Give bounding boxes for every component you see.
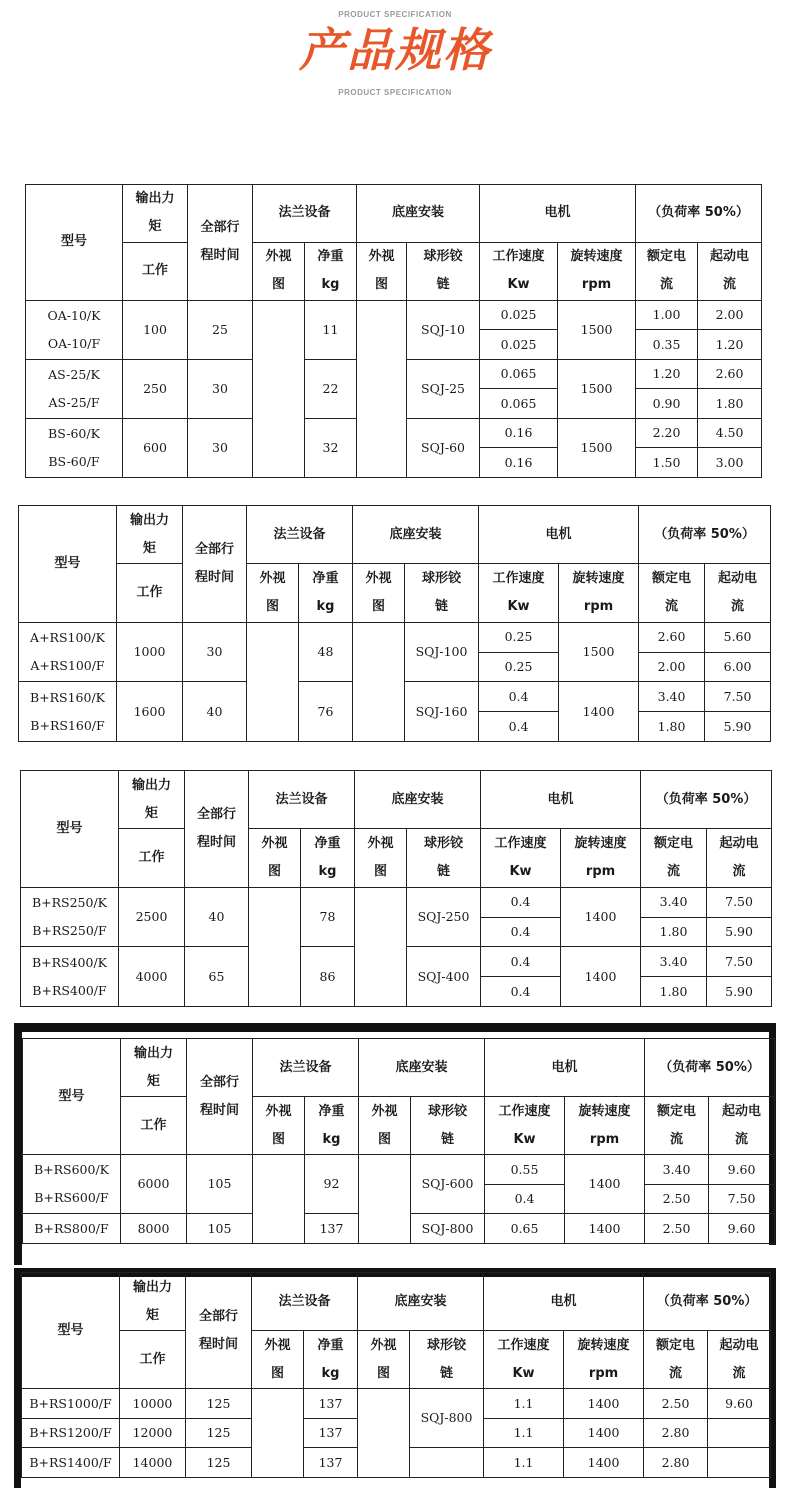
torque-header: 输出力 矩 bbox=[123, 185, 188, 243]
work-speed-header: 工作速度 Kw bbox=[480, 242, 558, 300]
base-view-cell bbox=[358, 1389, 410, 1478]
model-cell: B+RS1200/F bbox=[22, 1418, 120, 1448]
frame-bar bbox=[14, 1268, 21, 1488]
load-rate-header: （负荷率 50%） bbox=[636, 185, 762, 243]
time-cell: 65 bbox=[185, 947, 249, 1007]
rated-current-header: 额定电 流 bbox=[639, 564, 705, 622]
rated-current-header: 额定电 流 bbox=[644, 1331, 708, 1389]
rated-cell: 2.50 bbox=[645, 1214, 709, 1244]
start-cell: 4.50 bbox=[698, 418, 762, 448]
torque-cell: 14000 bbox=[120, 1448, 186, 1478]
hinge-cell: SQJ-800 bbox=[411, 1214, 485, 1244]
hinge-cell: SQJ-250 bbox=[407, 887, 481, 947]
rated-cell: 2.80 bbox=[644, 1448, 708, 1478]
weight-cell: 11 bbox=[305, 300, 357, 359]
base-view-header: 外视 图 bbox=[359, 1097, 411, 1155]
torque-header: 输出力 矩 bbox=[119, 771, 185, 829]
starting-current-header: 起动电 流 bbox=[707, 829, 772, 887]
rated-cell: 3.40 bbox=[645, 1155, 709, 1185]
start-cell: 5.90 bbox=[707, 977, 772, 1007]
start-cell: 2.00 bbox=[698, 300, 762, 330]
start-cell: 9.60 bbox=[708, 1389, 771, 1419]
weight-cell: 137 bbox=[305, 1214, 359, 1244]
weight-cell: 92 bbox=[305, 1155, 359, 1214]
net-weight-header: 净重 kg bbox=[304, 1331, 358, 1389]
model-cell: B+RS800/F bbox=[23, 1214, 121, 1244]
kw-cell: 0.25 bbox=[479, 622, 559, 652]
net-weight-header: 净重 kg bbox=[305, 242, 357, 300]
hinge-cell: SQJ-10 bbox=[407, 300, 480, 359]
work-speed-header: 工作速度 Kw bbox=[479, 564, 559, 622]
model-header: 型号 bbox=[19, 506, 117, 623]
flange-view-header: 外视 图 bbox=[253, 242, 305, 300]
start-cell: 3.00 bbox=[698, 448, 762, 478]
frame-bar bbox=[14, 1023, 776, 1032]
starting-current-header: 起动电 流 bbox=[709, 1097, 775, 1155]
start-cell: 7.50 bbox=[707, 887, 772, 917]
kw-cell: 0.55 bbox=[485, 1155, 565, 1185]
table-row bbox=[23, 1155, 775, 1185]
torque-cell: 2500 bbox=[119, 887, 185, 947]
weight-cell: 78 bbox=[301, 887, 355, 947]
rated-cell: 1.00 bbox=[636, 300, 698, 330]
rpm-cell: 1500 bbox=[559, 622, 639, 682]
stroke-time-header: 全部行 程时间 bbox=[186, 1273, 252, 1389]
rpm-cell: 1400 bbox=[565, 1214, 645, 1244]
table-row bbox=[21, 887, 772, 917]
start-cell: 1.80 bbox=[698, 389, 762, 419]
base-mount-header: 底座安装 bbox=[355, 771, 481, 829]
model-cell: A+RS100/K A+RS100/F bbox=[19, 622, 117, 682]
time-cell: 125 bbox=[186, 1389, 252, 1419]
flange-view-cell bbox=[249, 887, 301, 1006]
rotation-speed-header: 旋转速度 rpm bbox=[564, 1331, 644, 1389]
hinge-cell bbox=[410, 1448, 484, 1478]
weight-cell: 32 bbox=[305, 418, 357, 477]
rotation-speed-header: 旋转速度 rpm bbox=[565, 1097, 645, 1155]
load-rate-header: （负荷率 50%） bbox=[645, 1039, 775, 1097]
rpm-cell: 1400 bbox=[565, 1155, 645, 1214]
header-subtitle-bottom: PRODUCT SPECIFICATION bbox=[338, 88, 452, 97]
stroke-time-header: 全部行 程时间 bbox=[183, 506, 247, 623]
rated-cell: 2.50 bbox=[645, 1184, 709, 1214]
base-view-header: 外视 图 bbox=[353, 564, 405, 622]
ball-hinge-header: 球形铰 链 bbox=[411, 1097, 485, 1155]
rated-cell: 2.60 bbox=[639, 622, 705, 652]
base-mount-header: 底座安装 bbox=[358, 1273, 484, 1331]
work-speed-header: 工作速度 Kw bbox=[484, 1331, 564, 1389]
spec-table-4 bbox=[22, 1038, 774, 1244]
rated-cell: 0.35 bbox=[636, 330, 698, 360]
net-weight-header: 净重 kg bbox=[301, 829, 355, 887]
hinge-cell: SQJ-60 bbox=[407, 418, 480, 477]
torque-work-header: 工作 bbox=[119, 829, 185, 887]
start-cell bbox=[708, 1418, 771, 1448]
hinge-cell: SQJ-800 bbox=[410, 1389, 484, 1448]
header-subtitle-top: PRODUCT SPECIFICATION bbox=[338, 10, 452, 19]
weight-cell: 86 bbox=[301, 947, 355, 1007]
start-cell: 5.60 bbox=[705, 622, 771, 652]
torque-work-header: 工作 bbox=[120, 1331, 186, 1389]
rotation-speed-header: 旋转速度 rpm bbox=[558, 242, 636, 300]
table-row bbox=[19, 622, 771, 652]
spec-table-5 bbox=[21, 1272, 770, 1478]
torque-cell: 6000 bbox=[121, 1155, 187, 1214]
load-rate-header: （负荷率 50%） bbox=[639, 506, 771, 564]
flange-header: 法兰设备 bbox=[252, 1273, 358, 1331]
base-mount-header: 底座安装 bbox=[353, 506, 479, 564]
rated-cell: 2.00 bbox=[639, 652, 705, 682]
start-cell: 7.50 bbox=[705, 682, 771, 712]
rpm-cell: 1500 bbox=[558, 300, 636, 359]
flange-header: 法兰设备 bbox=[249, 771, 355, 829]
flange-view-header: 外视 图 bbox=[253, 1097, 305, 1155]
time-cell: 105 bbox=[187, 1155, 253, 1214]
frame-bar bbox=[14, 1023, 22, 1265]
time-cell: 30 bbox=[183, 622, 247, 682]
flange-view-cell bbox=[253, 300, 305, 477]
model-cell: B+RS1000/F bbox=[22, 1389, 120, 1419]
torque-cell: 250 bbox=[123, 359, 188, 418]
kw-cell: 0.4 bbox=[479, 712, 559, 742]
flange-view-cell bbox=[252, 1389, 304, 1478]
flange-view-header: 外视 图 bbox=[252, 1331, 304, 1389]
time-cell: 25 bbox=[188, 300, 253, 359]
kw-cell: 0.16 bbox=[480, 448, 558, 478]
base-view-cell bbox=[357, 300, 407, 477]
rpm-cell: 1400 bbox=[564, 1389, 644, 1419]
hinge-cell: SQJ-100 bbox=[405, 622, 479, 682]
torque-cell: 1000 bbox=[117, 622, 183, 682]
rated-current-header: 额定电 流 bbox=[636, 242, 698, 300]
base-view-cell bbox=[355, 887, 407, 1006]
model-cell: AS-25/K AS-25/F bbox=[26, 359, 123, 418]
rated-cell: 3.40 bbox=[639, 682, 705, 712]
hinge-cell: SQJ-160 bbox=[405, 682, 479, 742]
base-mount-header: 底座安装 bbox=[359, 1039, 485, 1097]
rated-cell: 1.80 bbox=[641, 977, 707, 1007]
torque-cell: 8000 bbox=[121, 1214, 187, 1244]
model-header: 型号 bbox=[21, 771, 119, 888]
torque-work-header: 工作 bbox=[121, 1097, 187, 1155]
weight-cell: 76 bbox=[299, 682, 353, 742]
weight-cell: 48 bbox=[299, 622, 353, 682]
time-cell: 30 bbox=[188, 359, 253, 418]
kw-cell: 0.4 bbox=[481, 977, 561, 1007]
page-title: 产品规格 bbox=[299, 23, 491, 77]
time-cell: 125 bbox=[186, 1418, 252, 1448]
kw-cell: 0.16 bbox=[480, 418, 558, 448]
model-cell: BS-60/K BS-60/F bbox=[26, 418, 123, 477]
torque-header: 输出力 矩 bbox=[120, 1273, 186, 1331]
motor-header: 电机 bbox=[485, 1039, 645, 1097]
weight-cell: 137 bbox=[304, 1389, 358, 1419]
rpm-cell: 1400 bbox=[564, 1418, 644, 1448]
time-cell: 40 bbox=[183, 682, 247, 742]
motor-header: 电机 bbox=[480, 185, 636, 243]
torque-header: 输出力 矩 bbox=[121, 1039, 187, 1097]
start-cell: 1.20 bbox=[698, 330, 762, 360]
torque-cell: 100 bbox=[123, 300, 188, 359]
rated-cell: 2.50 bbox=[644, 1389, 708, 1419]
kw-cell: 0.4 bbox=[481, 917, 561, 947]
start-cell: 5.90 bbox=[705, 712, 771, 742]
torque-cell: 4000 bbox=[119, 947, 185, 1007]
stroke-time-header: 全部行 程时间 bbox=[187, 1039, 253, 1155]
motor-header: 电机 bbox=[481, 771, 641, 829]
kw-cell: 1.1 bbox=[484, 1418, 564, 1448]
starting-current-header: 起动电 流 bbox=[705, 564, 771, 622]
kw-cell: 0.065 bbox=[480, 389, 558, 419]
start-cell: 7.50 bbox=[709, 1184, 775, 1214]
spec-table-3 bbox=[20, 770, 771, 1007]
torque-header: 输出力 矩 bbox=[117, 506, 183, 564]
rpm-cell: 1400 bbox=[561, 947, 641, 1007]
rated-cell: 3.40 bbox=[641, 947, 707, 977]
flange-header: 法兰设备 bbox=[253, 1039, 359, 1097]
model-cell: OA-10/K OA-10/F bbox=[26, 300, 123, 359]
spec-table-1 bbox=[25, 184, 761, 478]
model-cell: B+RS1400/F bbox=[22, 1448, 120, 1478]
flange-header: 法兰设备 bbox=[253, 185, 357, 243]
start-cell: 7.50 bbox=[707, 947, 772, 977]
model-cell: B+RS160/K B+RS160/F bbox=[19, 682, 117, 742]
ball-hinge-header: 球形铰 链 bbox=[405, 564, 479, 622]
rated-cell: 1.50 bbox=[636, 448, 698, 478]
ball-hinge-header: 球形铰 链 bbox=[407, 242, 480, 300]
ball-hinge-header: 球形铰 链 bbox=[410, 1331, 484, 1389]
flange-header: 法兰设备 bbox=[247, 506, 353, 564]
motor-header: 电机 bbox=[479, 506, 639, 564]
model-header: 型号 bbox=[23, 1039, 121, 1155]
kw-cell: 1.1 bbox=[484, 1389, 564, 1419]
start-cell: 9.60 bbox=[709, 1155, 775, 1185]
weight-cell: 137 bbox=[304, 1418, 358, 1448]
rpm-cell: 1400 bbox=[564, 1448, 644, 1478]
load-rate-header: （负荷率 50%） bbox=[644, 1273, 771, 1331]
base-view-header: 外视 图 bbox=[358, 1331, 410, 1389]
start-cell bbox=[708, 1448, 771, 1478]
rated-current-header: 额定电 流 bbox=[645, 1097, 709, 1155]
net-weight-header: 净重 kg bbox=[305, 1097, 359, 1155]
work-speed-header: 工作速度 Kw bbox=[485, 1097, 565, 1155]
kw-cell: 0.4 bbox=[479, 682, 559, 712]
time-cell: 30 bbox=[188, 418, 253, 477]
time-cell: 40 bbox=[185, 887, 249, 947]
rotation-speed-header: 旋转速度 rpm bbox=[561, 829, 641, 887]
work-speed-header: 工作速度 Kw bbox=[481, 829, 561, 887]
hinge-cell: SQJ-25 bbox=[407, 359, 480, 418]
base-view-header: 外视 图 bbox=[357, 242, 407, 300]
rated-cell: 1.80 bbox=[641, 917, 707, 947]
rpm-cell: 1400 bbox=[559, 682, 639, 742]
rpm-cell: 1400 bbox=[561, 887, 641, 947]
base-mount-header: 底座安装 bbox=[357, 185, 480, 243]
rpm-cell: 1500 bbox=[558, 359, 636, 418]
kw-cell: 0.025 bbox=[480, 330, 558, 360]
flange-view-header: 外视 图 bbox=[247, 564, 299, 622]
hinge-cell: SQJ-400 bbox=[407, 947, 481, 1007]
rated-cell: 1.80 bbox=[639, 712, 705, 742]
weight-cell: 22 bbox=[305, 359, 357, 418]
kw-cell: 0.065 bbox=[480, 359, 558, 389]
rated-cell: 1.20 bbox=[636, 359, 698, 389]
kw-cell: 0.4 bbox=[485, 1184, 565, 1214]
table-row bbox=[22, 1389, 771, 1419]
torque-cell: 12000 bbox=[120, 1418, 186, 1448]
model-cell: B+RS250/K B+RS250/F bbox=[21, 887, 119, 947]
torque-cell: 600 bbox=[123, 418, 188, 477]
stroke-time-header: 全部行 程时间 bbox=[185, 771, 249, 888]
kw-cell: 1.1 bbox=[484, 1448, 564, 1478]
model-cell: B+RS600/K B+RS600/F bbox=[23, 1155, 121, 1214]
base-view-cell bbox=[359, 1155, 411, 1244]
starting-current-header: 起动电 流 bbox=[708, 1331, 771, 1389]
rated-cell: 0.90 bbox=[636, 389, 698, 419]
kw-cell: 0.25 bbox=[479, 652, 559, 682]
time-cell: 125 bbox=[186, 1448, 252, 1478]
start-cell: 5.90 bbox=[707, 917, 772, 947]
table-row bbox=[26, 300, 762, 330]
stroke-time-header: 全部行 程时间 bbox=[188, 185, 253, 301]
kw-cell: 0.4 bbox=[481, 947, 561, 977]
load-rate-header: （负荷率 50%） bbox=[641, 771, 772, 829]
start-cell: 9.60 bbox=[709, 1214, 775, 1244]
flange-view-cell bbox=[247, 622, 299, 741]
starting-current-header: 起动电 流 bbox=[698, 242, 762, 300]
rated-cell: 2.80 bbox=[644, 1418, 708, 1448]
motor-header: 电机 bbox=[484, 1273, 644, 1331]
flange-view-cell bbox=[253, 1155, 305, 1244]
kw-cell: 0.025 bbox=[480, 300, 558, 330]
model-cell: B+RS400/K B+RS400/F bbox=[21, 947, 119, 1007]
hinge-cell: SQJ-600 bbox=[411, 1155, 485, 1214]
rpm-cell: 1500 bbox=[558, 418, 636, 477]
kw-cell: 0.65 bbox=[485, 1214, 565, 1244]
start-cell: 6.00 bbox=[705, 652, 771, 682]
start-cell: 2.60 bbox=[698, 359, 762, 389]
base-view-header: 外视 图 bbox=[355, 829, 407, 887]
rated-cell: 2.20 bbox=[636, 418, 698, 448]
torque-cell: 10000 bbox=[120, 1389, 186, 1419]
rated-cell: 3.40 bbox=[641, 887, 707, 917]
torque-cell: 1600 bbox=[117, 682, 183, 742]
spec-table-2 bbox=[18, 505, 770, 742]
base-view-cell bbox=[353, 622, 405, 741]
kw-cell: 0.4 bbox=[481, 887, 561, 917]
ball-hinge-header: 球形铰 链 bbox=[407, 829, 481, 887]
weight-cell: 137 bbox=[304, 1448, 358, 1478]
torque-work-header: 工作 bbox=[123, 242, 188, 300]
torque-work-header: 工作 bbox=[117, 564, 183, 622]
rotation-speed-header: 旋转速度 rpm bbox=[559, 564, 639, 622]
net-weight-header: 净重 kg bbox=[299, 564, 353, 622]
rated-current-header: 额定电 流 bbox=[641, 829, 707, 887]
model-header: 型号 bbox=[22, 1273, 120, 1389]
model-header: 型号 bbox=[26, 185, 123, 301]
flange-view-header: 外视 图 bbox=[249, 829, 301, 887]
time-cell: 105 bbox=[187, 1214, 253, 1244]
